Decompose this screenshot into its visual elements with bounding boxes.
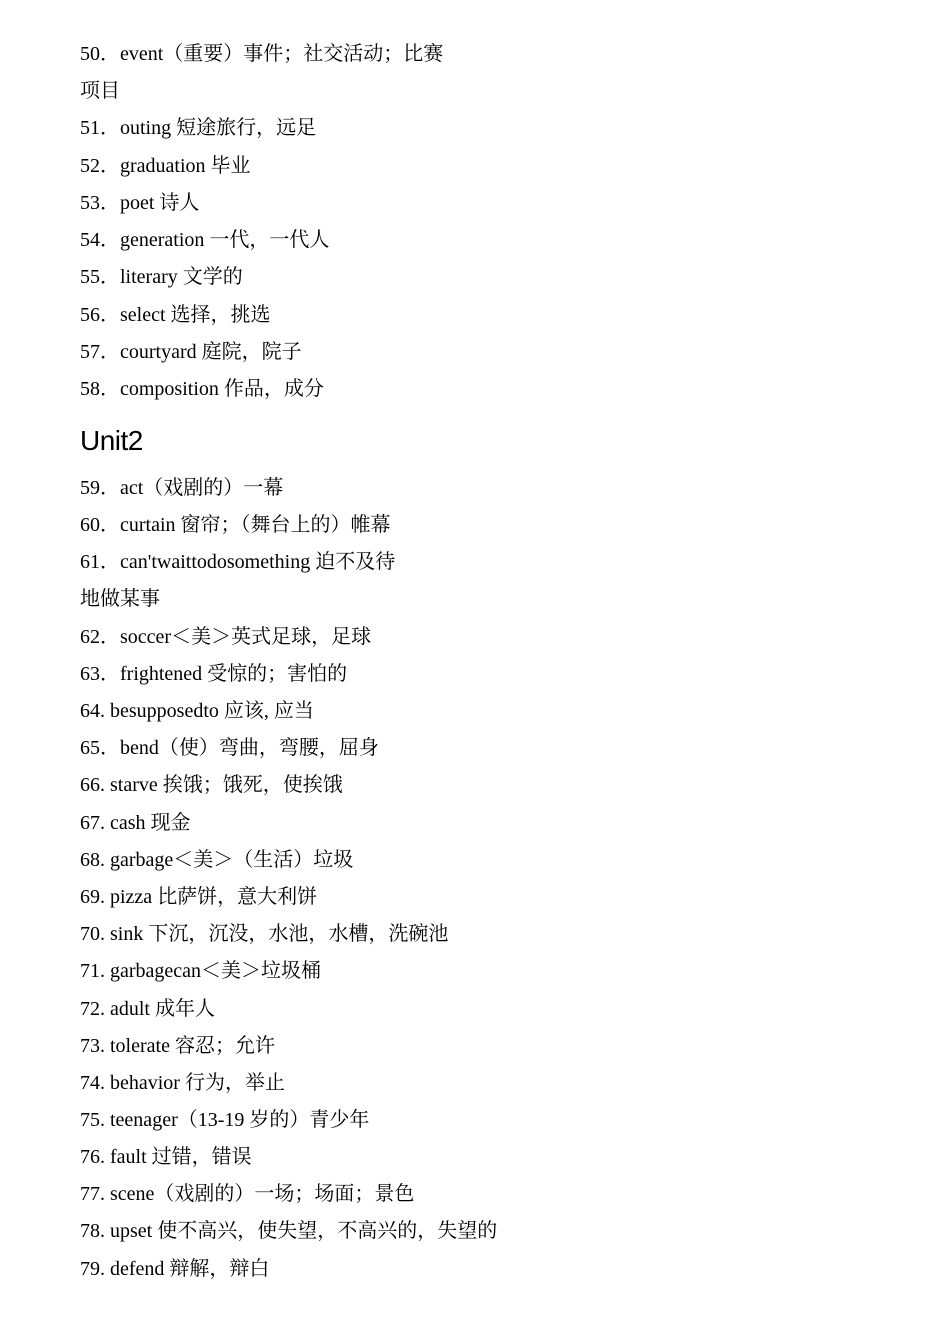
- vocab-line: 57．courtyard 庭院，院子: [80, 341, 302, 363]
- vocab-line: 54．generation 一代，一代人: [80, 229, 330, 251]
- vocab-line: 78. upset 使不高兴，使失望，不高兴的，失望的: [80, 1220, 498, 1242]
- vocab-line: 72. adult 成年人: [80, 998, 215, 1020]
- vocab-line: 68. garbage＜美＞（生活）垃圾: [80, 849, 354, 871]
- vocab-line: 79. defend 辩解，辩白: [80, 1258, 270, 1280]
- vocab-line-continuation: 项目: [80, 80, 120, 102]
- vocab-line: 55．literary 文学的: [80, 266, 243, 288]
- vocab-line: 52．graduation 毕业: [80, 155, 251, 177]
- vocab-line: 69. pizza 比萨饼，意大利饼: [80, 886, 318, 908]
- vocab-line: 75. teenager（13-19 岁的）青少年: [80, 1109, 370, 1131]
- vocab-line: 65．bend（使）弯曲，弯腰，屈身: [80, 737, 379, 759]
- vocab-line: 53．poet 诗人: [80, 192, 200, 214]
- vocab-line: 76. fault 过错，错误: [80, 1146, 252, 1168]
- vocab-line: 59．act（戏剧的）一幕: [80, 477, 284, 499]
- vocab-line: 61．can'twaittodosomething 迫不及待: [80, 551, 396, 573]
- vocab-line: 67. cash 现金: [80, 812, 191, 834]
- vocab-line: 62．soccer＜美＞英式足球，足球: [80, 626, 372, 648]
- vocab-line: 70. sink 下沉，沉没，水池，水槽，洗碗池: [80, 923, 449, 945]
- vocab-line: 71. garbagecan＜美＞垃圾桶: [80, 960, 322, 982]
- vocab-line: 58．composition 作品，成分: [80, 378, 324, 400]
- vocab-line: 77. scene（戏剧的）一场；场面；景色: [80, 1183, 415, 1205]
- vocab-line: 64. besupposedto 应该, 应当: [80, 700, 314, 722]
- vocab-line: 56．select 选择，挑选: [80, 304, 271, 326]
- vocab-line: 50．event（重要）事件；社交活动；比赛: [80, 43, 444, 65]
- vocab-line: 66. starve 挨饿；饿死，使挨饿: [80, 774, 343, 796]
- vocab-line: 60．curtain 窗帘；（舞台上的）帷幕: [80, 514, 391, 536]
- vocab-line: 73. tolerate 容忍；允许: [80, 1035, 275, 1057]
- vocab-line: 63．frightened 受惊的；害怕的: [80, 663, 348, 685]
- vocab-line: 51．outing 短途旅行，远足: [80, 117, 317, 139]
- vocab-line-continuation: 地做某事: [80, 588, 160, 610]
- vocab-line: 74. behavior 行为，举止: [80, 1072, 285, 1094]
- unit-heading: Unit2: [80, 425, 143, 456]
